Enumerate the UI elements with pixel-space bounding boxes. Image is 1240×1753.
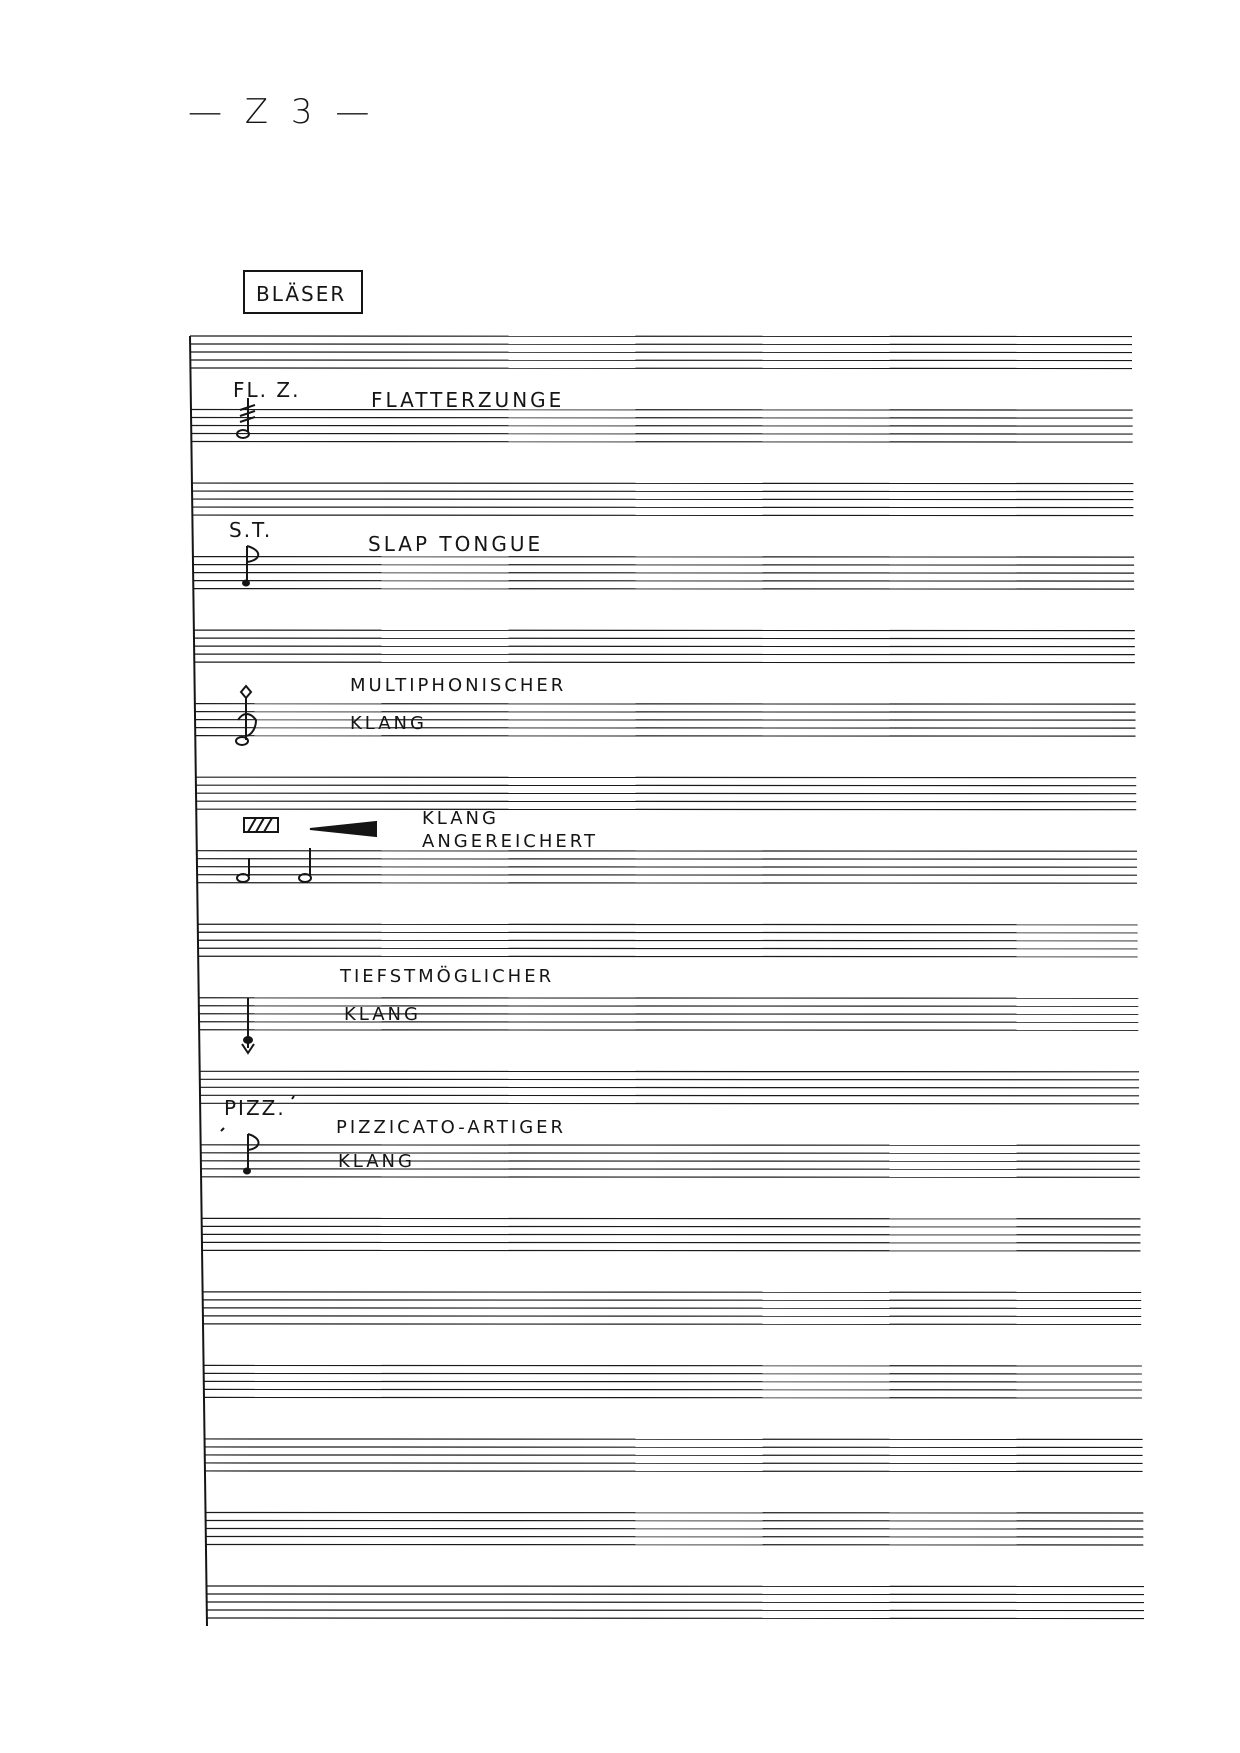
staff-line — [197, 883, 1137, 884]
staff-line — [199, 1006, 1138, 1007]
staff — [207, 1586, 1144, 1619]
staff — [194, 630, 1135, 663]
technique-description-lowest-line-1: TIEFSTMÖGLICHER — [340, 966, 555, 987]
staff — [192, 483, 1133, 516]
staff-line — [195, 720, 1136, 721]
staff-line — [203, 1324, 1141, 1325]
staff-line — [198, 932, 1138, 933]
staff-line — [198, 940, 1138, 941]
staff-line — [192, 491, 1133, 492]
staff-line — [200, 1071, 1139, 1072]
staff-line — [196, 809, 1136, 810]
staff-line — [196, 785, 1136, 786]
technique-description-enriched-line-2: ANGEREICHERT — [422, 831, 598, 852]
staff-line — [198, 956, 1138, 957]
staff-line — [191, 426, 1133, 427]
technique-description-lowest-line-2: KLANG — [344, 1004, 421, 1025]
staff-line — [200, 1095, 1139, 1096]
staff-line — [197, 859, 1137, 860]
staff-line — [203, 1292, 1141, 1293]
staff-line — [193, 557, 1134, 558]
staff — [190, 336, 1132, 369]
staff-line — [192, 483, 1133, 484]
staff-line — [199, 998, 1138, 999]
staff-line — [200, 1087, 1139, 1088]
staff-line — [197, 875, 1137, 876]
staff-line — [196, 801, 1136, 802]
staff-line — [206, 1536, 1143, 1537]
staff-line — [191, 418, 1133, 419]
staff — [191, 410, 1133, 443]
staff-line — [193, 581, 1134, 582]
staff-line — [195, 712, 1136, 713]
slap-tongue-symbol — [243, 546, 258, 586]
staff-line — [203, 1308, 1141, 1309]
left-barline — [190, 336, 207, 1626]
staff — [195, 704, 1136, 737]
staff-line — [203, 1300, 1141, 1301]
staff-line — [194, 646, 1135, 647]
staff-line — [191, 442, 1133, 443]
technique-description-multiphonic-line-2: KLANG — [350, 713, 427, 734]
staff-line — [194, 630, 1135, 631]
staff-line — [200, 1103, 1139, 1104]
staff-line — [205, 1463, 1143, 1464]
staff-line — [192, 507, 1133, 508]
staff-line — [204, 1365, 1142, 1366]
staff — [196, 777, 1136, 810]
staff-line — [192, 499, 1133, 500]
staff-line — [206, 1528, 1143, 1529]
section-label: BLÄSER — [256, 282, 347, 306]
staff-line — [203, 1316, 1141, 1317]
technique-description-pizzicato-line-1: PIZZICATO-ARTIGER — [336, 1117, 567, 1138]
staff-line — [193, 573, 1134, 574]
staff-line — [190, 352, 1132, 353]
staff-line — [199, 1014, 1138, 1015]
staff-line — [190, 360, 1132, 361]
staff — [205, 1439, 1143, 1472]
staff-line — [191, 410, 1133, 411]
staff-line — [198, 948, 1138, 949]
staff-line — [195, 736, 1136, 737]
staff-line — [202, 1250, 1140, 1251]
staff-line — [190, 336, 1132, 337]
staff-line — [205, 1471, 1143, 1472]
staff-line — [195, 728, 1136, 729]
staff-line — [201, 1177, 1140, 1178]
staff-line — [193, 589, 1134, 590]
technique-abbreviation-flatterzunge: FL. Z. — [233, 378, 301, 402]
staff — [200, 1071, 1139, 1104]
staff-line — [207, 1618, 1144, 1619]
staff-line — [196, 777, 1136, 778]
technique-description-slap-tongue: SLAP TONGUE — [368, 532, 544, 556]
staff — [198, 924, 1138, 957]
staff-line — [207, 1594, 1144, 1595]
staff-line — [194, 654, 1135, 655]
staff-line — [193, 565, 1134, 566]
enriched-sound-symbol — [237, 818, 376, 882]
staff-line — [195, 704, 1136, 705]
page-number: — Z 3 — — [188, 92, 376, 132]
staff-line — [206, 1544, 1143, 1545]
technique-abbreviation-pizzicato: PIZZ. — [224, 1096, 286, 1120]
staff-line — [197, 851, 1137, 852]
staff-line — [202, 1234, 1140, 1235]
staff-line — [190, 368, 1132, 369]
staff — [202, 1218, 1140, 1251]
staff-line — [198, 924, 1138, 925]
staff-line — [199, 1030, 1138, 1031]
staff-line — [204, 1397, 1142, 1398]
staff — [193, 557, 1134, 590]
staff-line — [202, 1226, 1140, 1227]
staff — [206, 1512, 1143, 1545]
staff-line — [207, 1610, 1144, 1611]
technique-description-multiphonic-line-1: MULTIPHONISCHER — [350, 675, 567, 696]
staff-line — [207, 1602, 1144, 1603]
staff-line — [202, 1218, 1140, 1219]
staff-line — [206, 1520, 1143, 1521]
staff-line — [199, 1022, 1138, 1023]
staff-line — [204, 1373, 1142, 1374]
staff — [204, 1365, 1142, 1398]
staff — [197, 851, 1137, 884]
staff-line — [191, 434, 1133, 435]
staff — [203, 1292, 1141, 1325]
staff-line — [200, 1079, 1139, 1080]
staff-line — [205, 1439, 1143, 1440]
staff-line — [205, 1447, 1143, 1448]
technique-description-pizzicato-line-2: KLANG — [338, 1151, 415, 1172]
staff-line — [206, 1512, 1143, 1513]
staff-line — [192, 515, 1133, 516]
staff-line — [207, 1586, 1144, 1587]
staff-line — [197, 867, 1137, 868]
staff-line — [205, 1455, 1143, 1456]
staff-line — [196, 793, 1136, 794]
staff-paper — [190, 336, 1144, 1619]
technique-description-flatterzunge: FLATTERZUNGE — [371, 388, 565, 412]
technique-abbreviation-slap-tongue: S.T. — [229, 518, 273, 542]
staff-line — [201, 1145, 1140, 1146]
staff-line — [194, 662, 1135, 663]
technique-description-enriched-line-1: KLANG — [422, 808, 499, 829]
staff-line — [194, 638, 1135, 639]
staff — [199, 998, 1138, 1030]
staff-line — [190, 344, 1132, 345]
staff-line — [202, 1242, 1140, 1243]
staff-line — [204, 1381, 1142, 1382]
staff-line — [204, 1389, 1142, 1390]
